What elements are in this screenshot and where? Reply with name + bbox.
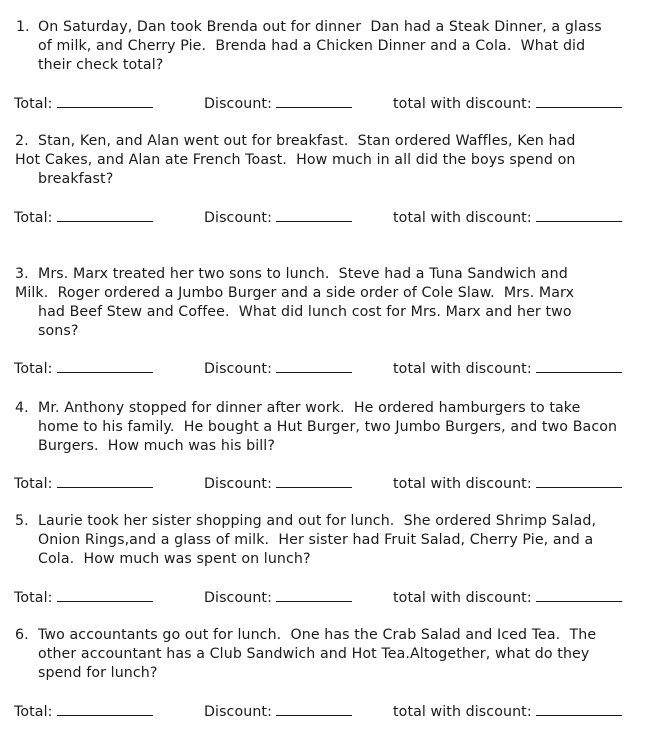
total-with-discount-label: total with discount: bbox=[393, 476, 532, 492]
discount-field[interactable] bbox=[204, 93, 352, 114]
total-with-discount-field[interactable] bbox=[393, 207, 622, 228]
answer-row-6 bbox=[0, 701, 652, 721]
question-text-line: On Saturday, Dan took Brenda out for dinner Dan had a Steak Dinner, a glass bbox=[38, 19, 602, 35]
discount-label: Discount: bbox=[204, 476, 272, 492]
discount-field[interactable] bbox=[204, 473, 352, 494]
total-label: Total: bbox=[14, 590, 53, 606]
answer-row-5 bbox=[0, 587, 652, 607]
discount-label: Discount: bbox=[204, 361, 272, 377]
total-field[interactable] bbox=[14, 587, 153, 608]
question-text-line: Burgers. How much was his bill? bbox=[38, 438, 275, 454]
total-with-discount-label: total with discount: bbox=[393, 361, 532, 377]
question-text-line: other accountant has a Club Sandwich and Hot Tea.Altogether, what do they bbox=[38, 646, 590, 662]
question-number: 5. bbox=[15, 513, 29, 529]
total-label: Total: bbox=[14, 704, 53, 720]
question-number: 1. bbox=[16, 19, 30, 35]
total-label: Total: bbox=[14, 96, 53, 112]
answer-row-1 bbox=[0, 93, 652, 113]
total-with-discount-label: total with discount: bbox=[393, 96, 532, 112]
total-with-discount-field[interactable] bbox=[393, 473, 622, 494]
question-text-line: their check total? bbox=[38, 57, 164, 73]
question-text-line: Mrs. Marx treated her two sons to lunch. Steve had a Tuna Sandwich and bbox=[38, 266, 568, 282]
total-with-discount-blank[interactable] bbox=[536, 358, 622, 373]
total-label: Total: bbox=[14, 210, 53, 226]
discount-blank[interactable] bbox=[276, 358, 352, 373]
discount-label: Discount: bbox=[204, 96, 272, 112]
question-text-line: Hot Cakes, and Alan ate French Toast. How much in all did the boys spend on bbox=[15, 152, 576, 168]
question-number: 4. bbox=[15, 400, 29, 416]
question-text-line: of milk, and Cherry Pie. Brenda had a Chicken Dinner and a Cola. What did bbox=[38, 38, 586, 54]
question-text-line: Stan, Ken, and Alan went out for breakfast. Stan ordered Waffles, Ken had bbox=[38, 133, 576, 149]
total-field[interactable] bbox=[14, 473, 153, 494]
total-with-discount-field[interactable] bbox=[393, 358, 622, 379]
total-with-discount-blank[interactable] bbox=[536, 587, 622, 602]
total-blank[interactable] bbox=[57, 473, 153, 488]
question-number: 3. bbox=[15, 266, 29, 282]
discount-field[interactable] bbox=[204, 207, 352, 228]
discount-field[interactable] bbox=[204, 701, 352, 722]
question-number: 6. bbox=[15, 627, 29, 643]
total-with-discount-field[interactable] bbox=[393, 93, 622, 114]
total-field[interactable] bbox=[14, 207, 153, 228]
total-blank[interactable] bbox=[57, 701, 153, 716]
total-with-discount-label: total with discount: bbox=[393, 704, 532, 720]
total-blank[interactable] bbox=[57, 207, 153, 222]
discount-label: Discount: bbox=[204, 590, 272, 606]
discount-blank[interactable] bbox=[276, 701, 352, 716]
total-field[interactable] bbox=[14, 358, 153, 379]
question-text-line: Two accountants go out for lunch. One has the Crab Salad and Iced Tea. The bbox=[38, 627, 597, 643]
question-number: 2. bbox=[15, 133, 29, 149]
discount-field[interactable] bbox=[204, 358, 352, 379]
question-text-line: breakfast? bbox=[38, 171, 114, 187]
total-with-discount-blank[interactable] bbox=[536, 473, 622, 488]
discount-blank[interactable] bbox=[276, 587, 352, 602]
discount-blank[interactable] bbox=[276, 93, 352, 108]
total-label: Total: bbox=[14, 361, 53, 377]
answer-row-4 bbox=[0, 473, 652, 493]
total-blank[interactable] bbox=[57, 93, 153, 108]
total-blank[interactable] bbox=[57, 587, 153, 602]
question-text-line: home to his family. He bought a Hut Burger, two Jumbo Burgers, and two Bacon bbox=[38, 419, 618, 435]
total-with-discount-field[interactable] bbox=[393, 587, 622, 608]
question-text-line: Milk. Roger ordered a Jumbo Burger and a side order of Cole Slaw. Mrs. Marx bbox=[15, 285, 575, 301]
discount-blank[interactable] bbox=[276, 473, 352, 488]
total-field[interactable] bbox=[14, 701, 153, 722]
answer-row-3 bbox=[0, 358, 652, 378]
question-text-line: had Beef Stew and Coffee. What did lunch cost for Mrs. Marx and her two bbox=[38, 304, 572, 320]
question-text-line: Laurie took her sister shopping and out for lunch. She ordered Shrimp Salad, bbox=[38, 513, 597, 529]
total-with-discount-blank[interactable] bbox=[536, 93, 622, 108]
total-blank[interactable] bbox=[57, 358, 153, 373]
total-with-discount-label: total with discount: bbox=[393, 210, 532, 226]
total-with-discount-field[interactable] bbox=[393, 701, 622, 722]
discount-label: Discount: bbox=[204, 210, 272, 226]
total-field[interactable] bbox=[14, 93, 153, 114]
total-with-discount-blank[interactable] bbox=[536, 701, 622, 716]
question-text-line: Mr. Anthony stopped for dinner after work. He ordered hamburgers to take bbox=[38, 400, 581, 416]
total-with-discount-blank[interactable] bbox=[536, 207, 622, 222]
question-text-line: sons? bbox=[38, 323, 79, 339]
question-text-line: spend for lunch? bbox=[38, 665, 158, 681]
discount-blank[interactable] bbox=[276, 207, 352, 222]
total-with-discount-label: total with discount: bbox=[393, 590, 532, 606]
discount-field[interactable] bbox=[204, 587, 352, 608]
question-text-line: Cola. How much was spent on lunch? bbox=[38, 551, 311, 567]
answer-row-2 bbox=[0, 207, 652, 227]
discount-label: Discount: bbox=[204, 704, 272, 720]
total-label: Total: bbox=[14, 476, 53, 492]
question-text-line: Onion Rings,and a glass of milk. Her sister had Fruit Salad, Cherry Pie, and a bbox=[38, 532, 594, 548]
